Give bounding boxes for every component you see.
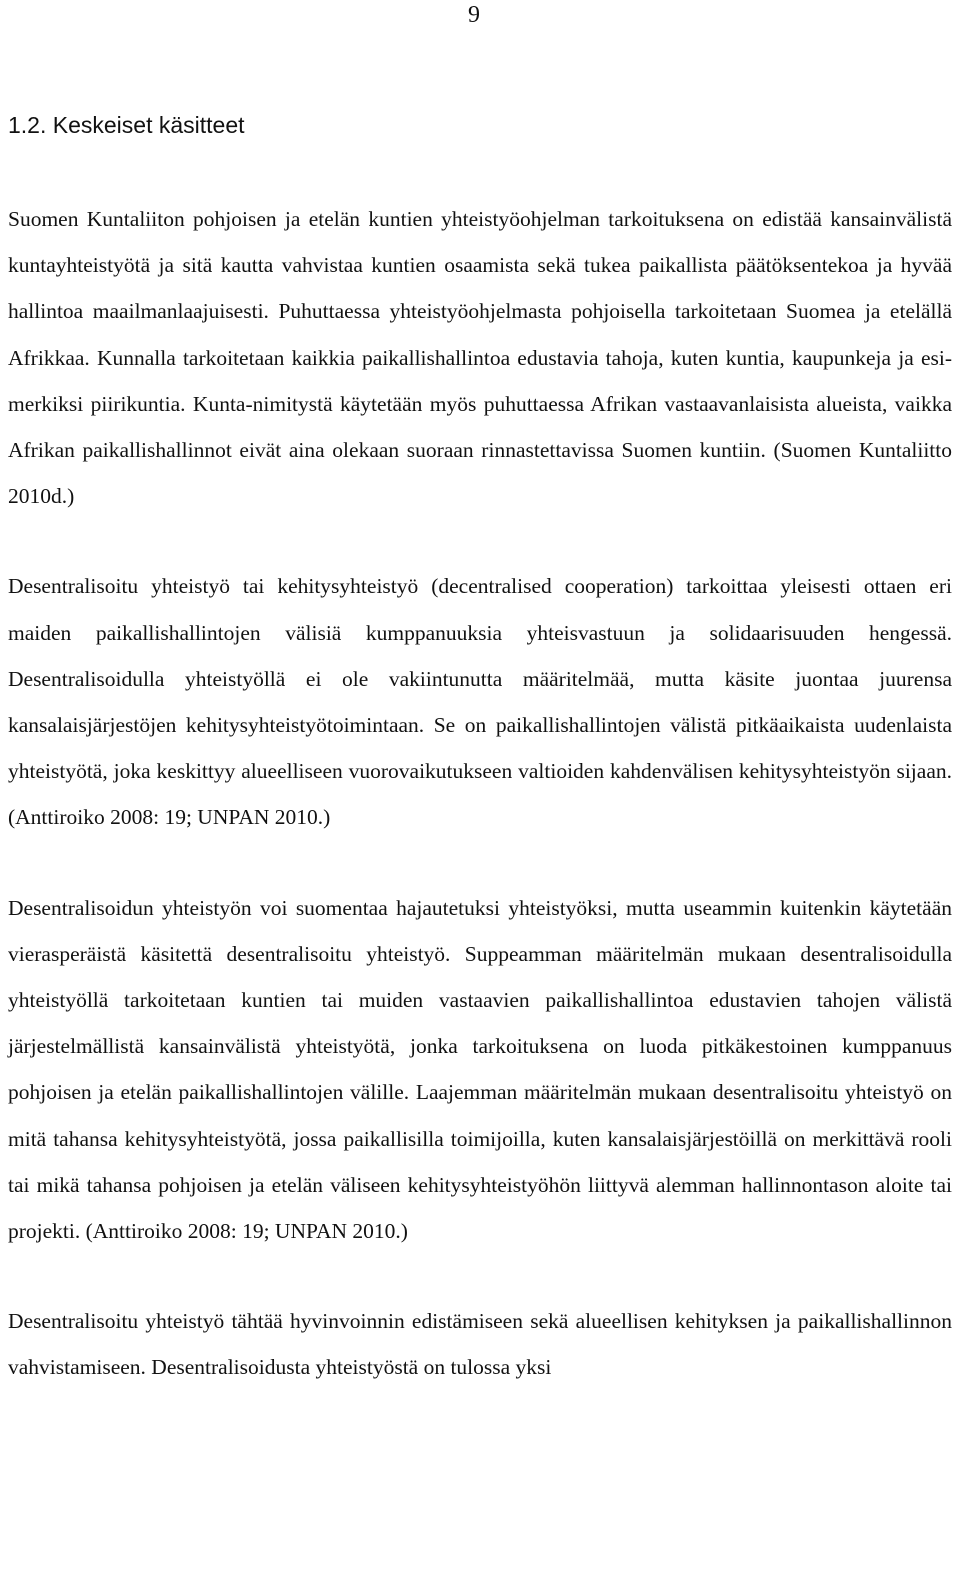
paragraph-decentralised-cooperation: Desentralisoitu yhteistyö tai kehitysyhteistyö (decentralised cooperation) tarkoittaa yleisesti ottaen eri maiden paikallishallintojen välisiä kumppanuuksia yhteisvastuun ja solidaarisuuden hengessä. Desentralisoidulla yhteistyöllä ei ole vakiintunutta määritelmää, mutta käsite juontaa juurensa kansalaisjärjestöjen kehitysyhteistyötoimintaan. Se on paikallishallintojen välistä pitkäaikaista uudenlaista yhteistyötä, joka keskittyy alueelliseen vuorovaikutukseen valtioiden kahdenvälisen kehitysyhteistyön sijaan. (Anttiroiko 2008: 19; UNPAN 2010.) [8, 574, 952, 830]
paragraph-kuntaliitto-program: Suomen Kuntaliiton pohjoisen ja etelän kuntien yhteistyöohjelman tarkoituksena on edistää kansainvälistä kuntayhteistyötä ja sitä kautta vahvistaa kuntien osaamista sekä tukea paikallista päätöksentekoa ja hyvää hallintoa maailmanlaajuisesti. Puhuttaessa yhteistyöohjelmasta pohjoisella tarkoitetaan Suomea ja etelällä Afrikkaa. Kunnalla tarkoitetaan kaikkia paikallishallintoa edustavia tahoja, kuten kuntia, kaupunkeja ja esimerkiksi piirikuntia. Kunta-nimitystä käytetään myös puhuttaessa Afrikan vastaavanlaisista alueista, vaikka Afrikan paikallishallinnot eivät aina olekaan suoraan rinnastettavissa Suomen kuntiin. (Suomen Kuntaliitto 2010d.) [8, 207, 952, 509]
page-number: 9 [468, 2, 480, 28]
section-heading: 1.2. Keskeiset käsitteet [8, 112, 245, 138]
paragraph-goals: Desentralisoitu yhteistyö tähtää hyvinvoinnin edistämiseen sekä alueellisen kehityksen ja paikallishallinnon vahvistamiseen. Desentralisoidusta yhteistyöstä on tulossa yksi [8, 1309, 952, 1380]
paragraph-definitions: Desentralisoidun yhteistyön voi suomentaa hajautetuksi yhteistyöksi, mutta useammin kuitenkin käytetään vierasperäistä käsitettä desentralisoitu yhteistyö. Suppeamman määritelmän mukaan desentralisoidulla yhteistyöllä tarkoitetaan kuntien tai muiden vastaavien paikallishallintoa edustavien tahojen välistä järjestelmällistä kansainvälistä yhteistyötä, jonka tarkoituksena on luoda pitkäkestoinen kumppanuus pohjoisen ja etelän paikallishallintojen välille. Laajemman määritelmän mukaan desentralisoitu yhteistyö on mitä tahansa kehitysyhteistyötä, jossa paikallisilla toimijoilla, kuten kansalaisjärjestöillä on merkittävä rooli tai mikä tahansa pohjoisen ja etelän väliseen kehitysyhteistyöhön liittyvä alemman hallinnontason aloite tai projekti. (Anttiroiko 2008: 19; UNPAN 2010.) [8, 895, 952, 1244]
document-body [8, 196, 952, 1435]
